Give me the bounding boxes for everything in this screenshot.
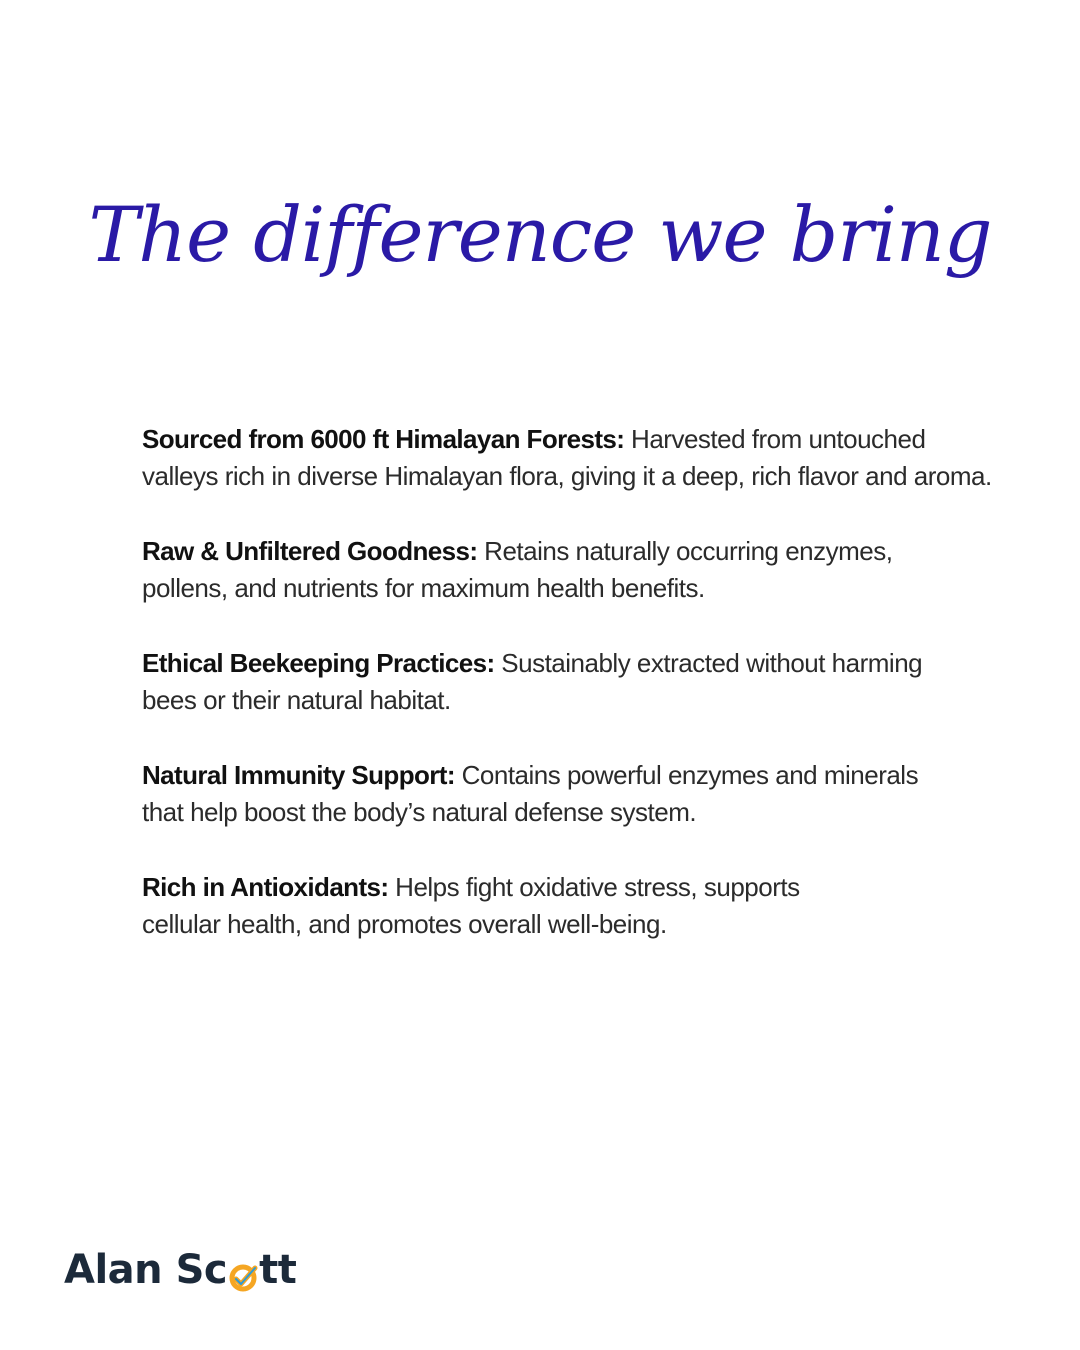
feature-line bbox=[142, 757, 1002, 794]
feature-description: Helps fight oxidative stress, supports bbox=[388, 872, 800, 902]
feature-description-continued: valleys rich in diverse Himalayan flora, giving it a deep, rich flavor and aroma. bbox=[142, 461, 992, 491]
feature-item bbox=[142, 533, 1002, 607]
feature-line bbox=[142, 533, 1002, 570]
check-circle-icon bbox=[228, 1257, 258, 1287]
feature-item bbox=[142, 645, 1002, 719]
feature-label: Sourced from 6000 ft Himalayan Forests: bbox=[142, 424, 625, 454]
logo-text-start: Alan Sc bbox=[64, 1247, 228, 1293]
feature-item bbox=[142, 869, 1002, 943]
feature-line bbox=[142, 869, 1002, 906]
feature-description: Retains naturally occurring enzymes, bbox=[477, 536, 893, 566]
feature-label: Ethical Beekeeping Practices: bbox=[142, 648, 495, 678]
feature-line bbox=[142, 421, 1002, 458]
feature-label: Rich in Antioxidants: bbox=[142, 872, 389, 902]
brand-logo bbox=[64, 1244, 296, 1296]
page-title: The difference we bring bbox=[88, 190, 992, 279]
feature-description: Sustainably extracted without harming bbox=[494, 648, 923, 678]
feature-list bbox=[142, 421, 1002, 981]
logo-text-end: tt bbox=[259, 1247, 297, 1293]
feature-description-continued: pollens, and nutrients for maximum health benefits. bbox=[142, 573, 705, 603]
feature-label: Natural Immunity Support: bbox=[142, 760, 455, 790]
feature-line bbox=[142, 645, 1002, 682]
feature-description: Contains powerful enzymes and minerals bbox=[454, 760, 919, 790]
feature-description-continued: cellular health, and promotes overall well-being. bbox=[142, 909, 667, 939]
feature-label: Raw & Unfiltered Goodness: bbox=[142, 536, 478, 566]
feature-description-continued: that help boost the body’s natural defense system. bbox=[142, 797, 697, 827]
feature-item bbox=[142, 757, 1002, 831]
feature-description: Harvested from untouched bbox=[624, 424, 926, 454]
feature-item bbox=[142, 421, 1002, 495]
feature-description-continued: bees or their natural habitat. bbox=[142, 685, 451, 715]
